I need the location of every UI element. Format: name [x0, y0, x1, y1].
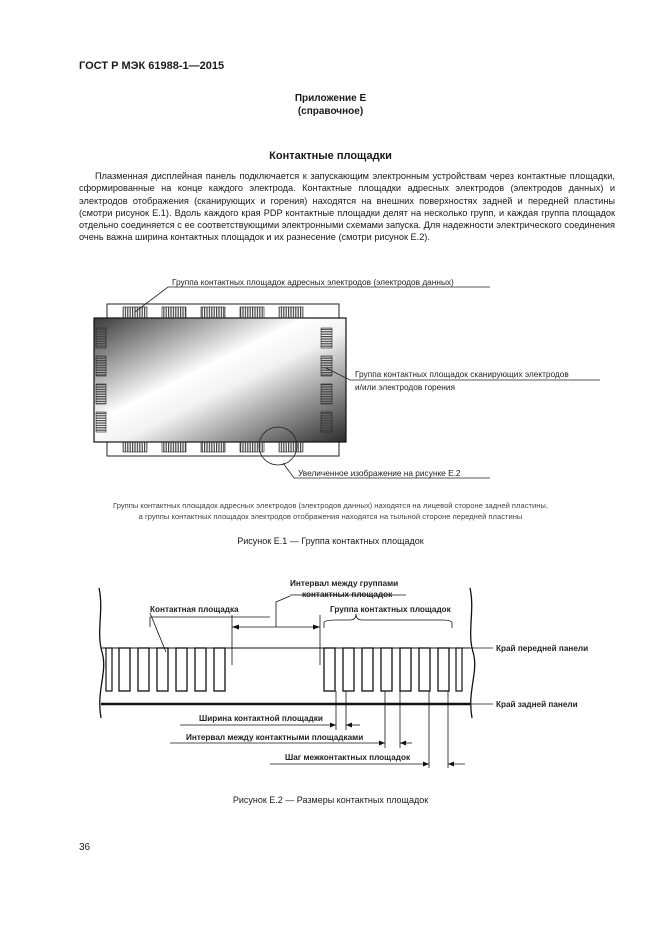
page-number: 36 [79, 842, 91, 853]
appendix-heading [0, 92, 661, 118]
label-interval-groups-line2: контактных площадок [302, 590, 393, 599]
label-scan-group-line1: Группа контактных площадок сканирующих электродов [355, 369, 569, 379]
figure-e1-caption: Рисунок Е.1 — Группа контактных площадок [237, 536, 424, 546]
pad-group-right [324, 648, 449, 691]
body-paragraph-block [79, 170, 615, 244]
dimension-arrowheads [232, 625, 454, 767]
body-paragraph: Плазменная дисплейная панель подключается к запускающим электронным устройствам через контактные площадки, сформированные на конце каждого электрода. Контактные площадки адресных электродов (электродов данных) и электродов отображения (сканирующих и горения) находятся на внешних поверхностях задней и передней пластины (смотри рисунок Е.1). Вдоль каждого края PDP контактные площадки делят на несколько групп, и каждая группа площадок отдельно соединяется с ее соответствующими электронными схемами запуска. Для надежности электрического соединения очень важна ширина контактных площадок и их разнесение (смотри рисунок Е.2). [79, 171, 615, 243]
label-rear-edge: Край задней панели [496, 700, 578, 709]
label-pad-group: Группа контактных площадок [330, 605, 451, 614]
figure-e2-diagram [0, 570, 661, 770]
label-pad-interval: Интервал между контактными площадками [186, 733, 364, 742]
figure-e2-caption: Рисунок Е.2 — Размеры контактных площадок [232, 795, 429, 805]
figure-e1-note-line1: Группы контактных площадок адресных электродов (электродов данных) находятся на лицевой стороне задней пластины, [113, 501, 548, 510]
figure-e1-note [0, 501, 661, 522]
label-zoom: Увеличенное изображение на рисунке Е.2 [298, 468, 461, 478]
document-header: ГОСТ Р МЭК 61988-1—2015 [79, 60, 225, 72]
section-title: Контактные площадки [269, 150, 392, 162]
label-pad-pitch: Шаг межконтактных площадок [285, 753, 411, 762]
label-pad-width: Ширина контактной площадки [199, 714, 323, 723]
label-scan-group-line2: и/или электродов горения [355, 382, 455, 392]
label-front-edge: Край передней панели [496, 644, 589, 653]
label-pad: Контактная площадка [150, 605, 239, 614]
figure-e1-diagram [0, 270, 661, 485]
appendix-title: Приложение Е [294, 93, 367, 104]
pad-group-left [119, 648, 225, 691]
label-interval-groups-line1: Интервал между группами [290, 579, 399, 588]
figure-e1-note-line2: а группы контактных площадок электродов отображения находятся на тыльной стороне передней пластины [138, 511, 523, 521]
display-panel [94, 318, 346, 442]
appendix-note: (справочное) [297, 106, 364, 117]
label-address-group: Группа контактных площадок адресных электродов (электродов данных) [172, 277, 454, 287]
